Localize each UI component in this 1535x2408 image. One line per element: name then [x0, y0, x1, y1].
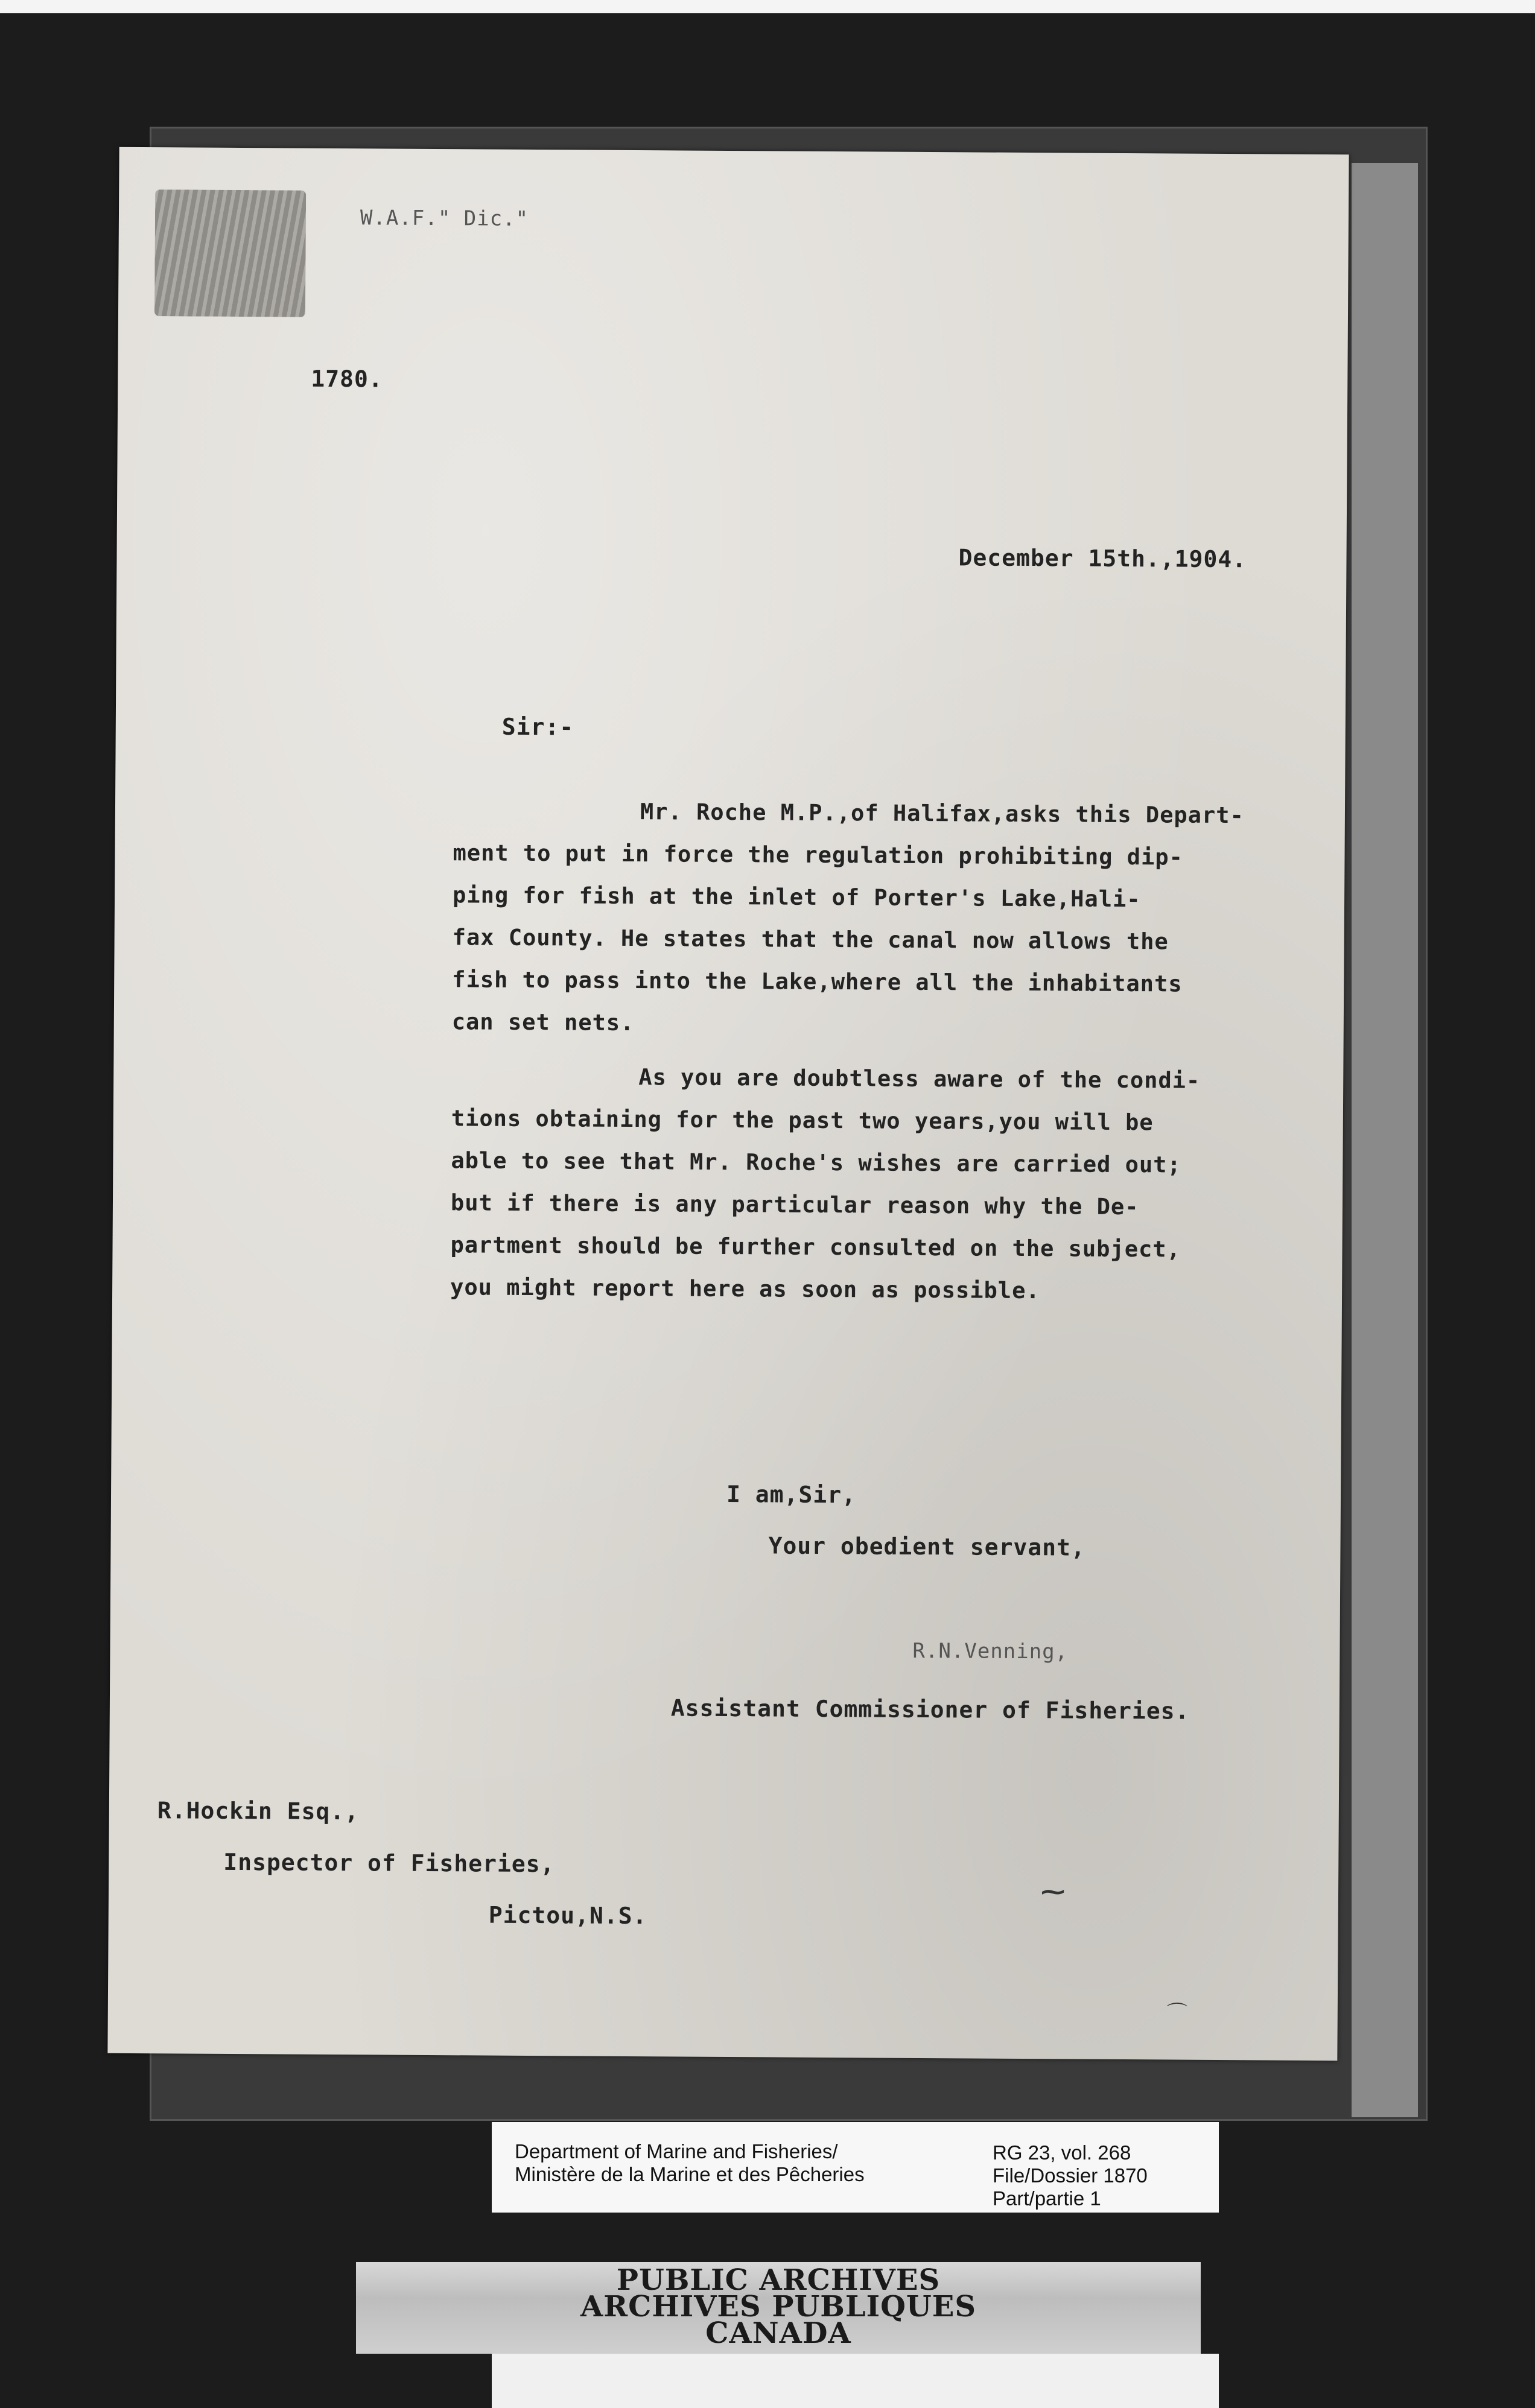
paragraph-2-line: tions obtaining for the past two years,you will be — [451, 1105, 1154, 1136]
label-file: File/Dossier 1870 — [993, 2164, 1148, 2187]
paragraph-1-line: ping for fish at the inlet of Porter's Lake,Hali- — [452, 882, 1141, 913]
ink-mark: ⁓ — [1040, 1878, 1066, 1906]
label-department-fr: Ministère de la Marine et des Pêcheries — [515, 2163, 865, 2185]
top-border — [0, 0, 1535, 13]
addressee-place: Pictou,N.S. — [488, 1901, 647, 1930]
letter-date: December 15th.,1904. — [958, 544, 1247, 573]
label-department-en: Department of Marine and Fisheries/ — [515, 2140, 838, 2162]
closing-line-2: Your obedient servant, — [768, 1532, 1085, 1561]
signer-title: Assistant Commissioner of Fisheries. — [670, 1694, 1190, 1725]
corner-stain — [154, 189, 306, 317]
stamp-line-3: CANADA — [705, 2316, 851, 2350]
paragraph-2-line: you might report here as soon as possible. — [450, 1274, 1040, 1304]
underlying-sheet — [1352, 163, 1418, 2117]
paragraph-1-line: fish to pass into the Lake,where all the inhabitants — [452, 966, 1183, 997]
file-number: 1780. — [311, 365, 383, 393]
addressee-name: R.Hockin Esq., — [157, 1797, 360, 1825]
pencil-mark: ⌒ — [1166, 2001, 1187, 2026]
salutation: Sir:- — [501, 713, 574, 741]
paragraph-1-line: fax County. He states that the canal now allows the — [452, 924, 1169, 955]
paragraph-2-line: partment should be further consulted on the subject, — [450, 1232, 1181, 1263]
closing-line-1: I am,Sir, — [726, 1480, 857, 1509]
letter-page — [107, 147, 1349, 2061]
addressee-title: Inspector of Fisheries, — [223, 1848, 555, 1878]
stamp-line-1: PUBLIC ARCHIVES — [616, 2263, 941, 2297]
header-reference: W.A.F." Dic." — [360, 206, 529, 231]
label-part: Part/partie 1 — [993, 2187, 1101, 2210]
paragraph-1-line: Mr. Roche M.P.,of Halifax,asks this Depart- — [640, 799, 1244, 829]
paragraph-2-line: but if there is any particular reason why the De- — [450, 1190, 1139, 1220]
paragraph-1-line: can set nets. — [451, 1009, 635, 1036]
bottom-strip — [492, 2354, 1219, 2408]
paragraph-2-line: able to see that Mr. Roche's wishes are carried out; — [451, 1147, 1181, 1178]
label-reference — [993, 2141, 1148, 2210]
stamp-line-2: ARCHIVES PUBLIQUES — [580, 2290, 976, 2324]
label-department — [515, 2140, 865, 2186]
signature: R.N.Venning, — [912, 1638, 1069, 1664]
stamp-text — [356, 2263, 1201, 2350]
archive-reference-label — [492, 2122, 1219, 2213]
paragraph-2-line: As you are doubtless aware of the condi- — [638, 1064, 1201, 1094]
label-record-group: RG 23, vol. 268 — [993, 2141, 1131, 2164]
archives-stamp — [356, 2262, 1201, 2354]
paragraph-1-line: ment to put in force the regulation prohibiting dip- — [453, 840, 1184, 870]
